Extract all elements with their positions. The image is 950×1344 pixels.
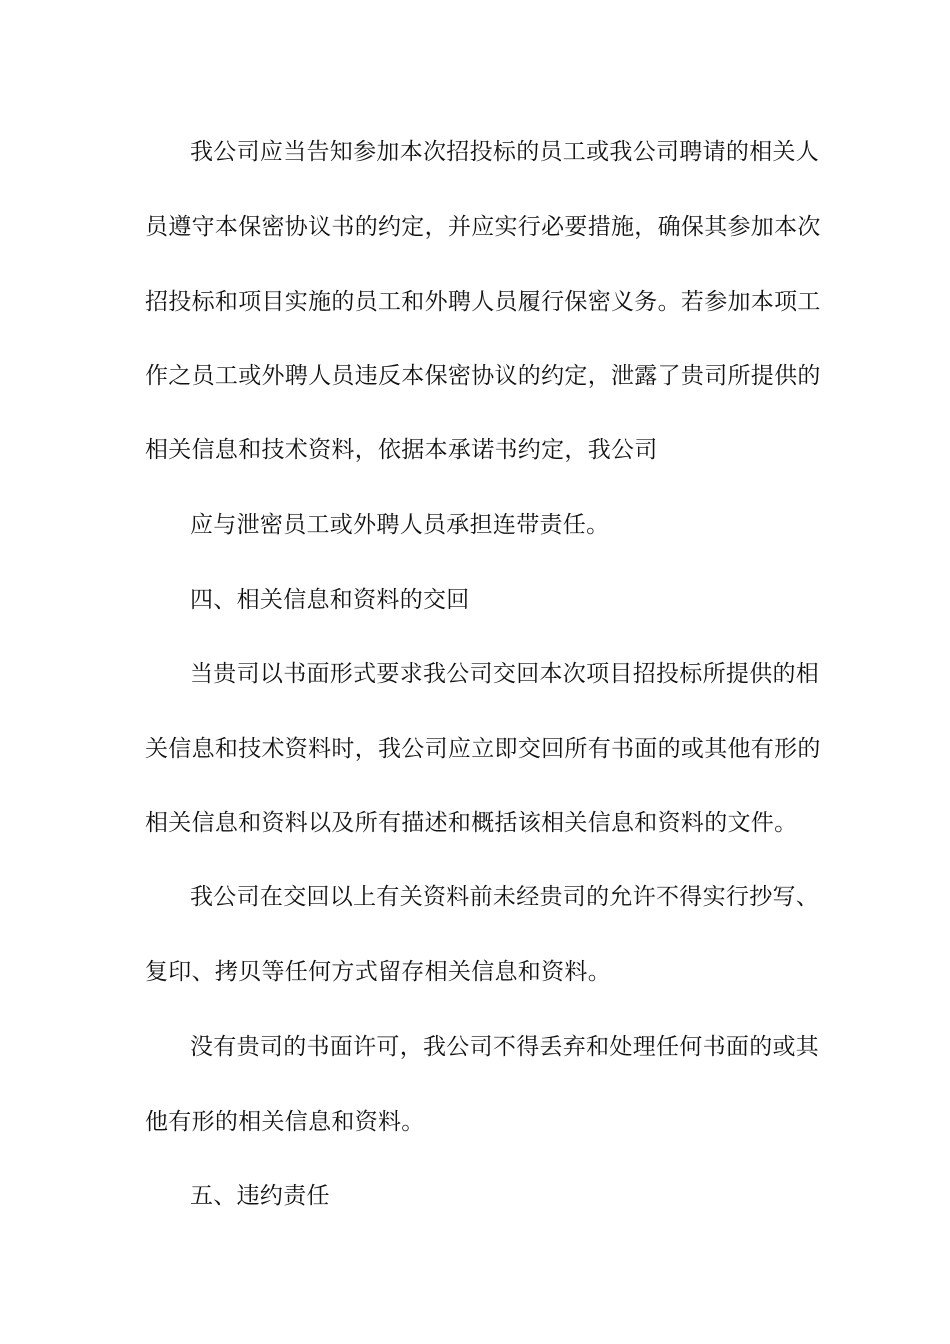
section-heading: 四、相关信息和资料的交回 — [190, 587, 470, 613]
paragraph-line: 没有贵司的书面许可，我公司不得丢弃和处理任何书面的或其 — [190, 1034, 820, 1060]
paragraph-line: 当贵司以书面形式要求我公司交回本次项目招投标所提供的相 — [190, 661, 820, 687]
paragraph-line: 相关信息和资料以及所有描述和概括该相关信息和资料的文件。 — [145, 810, 798, 836]
paragraph-line: 我公司在交回以上有关资料前未经贵司的允许不得实行抄写、 — [190, 884, 820, 910]
paragraph-line: 复印、拷贝等任何方式留存相关信息和资料。 — [145, 959, 611, 985]
paragraph-line: 作之员工或外聘人员违反本保密协议的约定，泄露了贵司所提供的 — [145, 363, 821, 389]
paragraph-line: 他有形的相关信息和资料。 — [145, 1109, 425, 1135]
paragraph-line: 应与泄密员工或外聘人员承担连带责任。 — [190, 512, 610, 538]
paragraph-line: 相关信息和技术资料，依据本承诺书约定，我公司 — [145, 437, 658, 463]
section-heading: 五、违约责任 — [190, 1183, 330, 1209]
paragraph-line: 招投标和项目实施的员工和外聘人员履行保密义务。若参加本项工 — [145, 289, 821, 315]
paragraph-line: 员遵守本保密协议书的约定，并应实行必要措施，确保其参加本次 — [145, 214, 821, 240]
paragraph-line: 我公司应当告知参加本次招投标的员工或我公司聘请的相关人 — [190, 139, 820, 165]
paragraph-line: 关信息和技术资料时，我公司应立即交回所有书面的或其他有形的 — [145, 736, 821, 762]
